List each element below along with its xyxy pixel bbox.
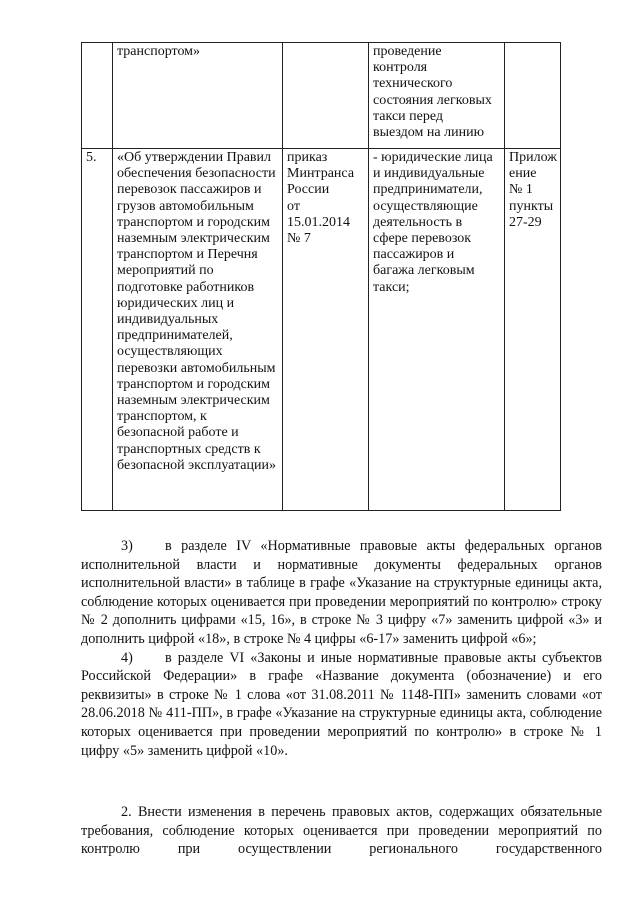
act-subjects: - юридические лица и индивидуальные предприниматели, осуществляющие деятельность в сфере перевозок пассажиров и багажа легковым такси; xyxy=(369,149,505,511)
paragraph-item-4 xyxy=(81,649,602,761)
item-number: 4) xyxy=(121,649,133,666)
item-text: в разделе VI «Законы и иные нормативные правовые акты субъектов Российской Федерации» в графе «Название документа (обозначение) и его реквизиты» в строке № 1 слова «от 31.08.2011 № 1148-ПП» заменить словами «от 28.06.2018 № 411-ПП», в графе «Указание на структурные единицы акта, соблюдение которых оценивается при проведении мероприятий по контролю» в строке № 1 цифру «5» заменить цифрой «10». xyxy=(81,649,602,759)
amendment-items xyxy=(81,537,602,760)
paragraph-2: 2. Внести изменения в перечень правовых актов, содержащих обязательные требования, соблюдение которых оценивается при проведении мероприятий по контролю при осуществлении регионального государственного xyxy=(81,804,602,858)
act-name: транспортом» xyxy=(113,43,283,149)
legal-acts-table xyxy=(81,42,561,511)
act-parts: Прилож ение № 1 пункты 27-29 xyxy=(505,149,561,511)
table-row xyxy=(82,43,561,149)
act-name: «Об утверждении Правил обеспечения безопасности перевозок пассажиров и грузов автомобильным транспортом и городским наземным электрическим транспортом и Перечня мероприятий по подготовке работников юридических лиц и индивидуальных предпринимателей, осуществляющих перевозки автомобильным транспортом и городским наземным электрическим транспортом, к безопасной работе и транспортных средств к безопасной эксплуатации» xyxy=(113,149,283,511)
table-row xyxy=(82,149,561,511)
row-number: 5. xyxy=(82,149,113,511)
item-number: 3) xyxy=(121,538,133,554)
act-parts xyxy=(505,43,561,149)
act-requisites xyxy=(283,43,369,149)
row-number xyxy=(82,43,113,149)
act-requisites: приказ Минтранса России от 15.01.2014 № 7 xyxy=(283,149,369,511)
item-text: в разделе IV «Нормативные правовые акты федеральных органов исполнительной власти и нормативные документы федеральных органов исполнительной власти» в таблице в графе «Указание на структурные единицы акта, соблюдение которых оценивается при проведении мероприятий по контролю» строку № 2 дополнить цифрами «15, 16», в строке № 3 цифру «7» заменить цифрой «3» и дополнить цифрой «18», в строке № 4 цифры «6-17» заменить цифрой «6»; xyxy=(81,538,602,647)
section-2 xyxy=(81,803,602,859)
act-subjects: проведение контроля технического состояния легковых такси перед выездом на линию xyxy=(369,43,505,149)
paragraph-item-3 xyxy=(81,537,602,649)
